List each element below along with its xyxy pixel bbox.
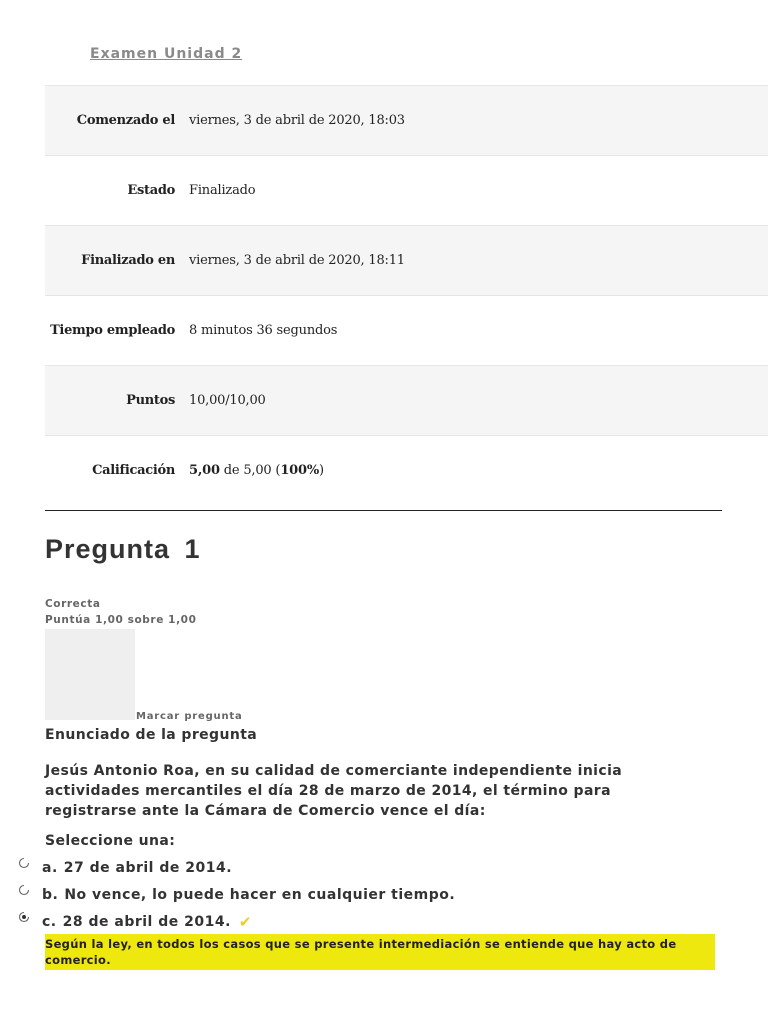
question-text: Jesús Antonio Roa, en su calidad de comerciante independiente inicia actividades mercantiles el día 28 de marzo de 2014, el término para registrarse ante la Cámara de Comercio vence el día: <box>45 763 623 819</box>
summary-row-time-taken <box>45 295 768 365</box>
summary-row-started <box>45 85 768 155</box>
radio-icon[interactable] <box>18 911 30 923</box>
summary-row-grade <box>45 435 768 505</box>
question-points: Puntúa 1,00 sobre 1,00 <box>45 614 197 626</box>
radio-icon[interactable] <box>18 884 30 896</box>
attempt-summary-table <box>45 85 768 505</box>
summary-row-points <box>45 365 768 435</box>
answer-option-a[interactable] <box>18 860 232 876</box>
summary-row-state <box>45 155 768 225</box>
summary-value: 10,00/10,00 <box>189 393 266 408</box>
check-icon: ✔ <box>238 913 252 931</box>
flag-question-link[interactable]: Marcar pregunta <box>136 711 243 722</box>
option-text: No vence, lo puede hacer en cualquier tiempo. <box>64 887 456 903</box>
summary-value: 8 minutos 36 segundos <box>189 323 338 338</box>
summary-label: Puntos <box>126 393 175 408</box>
summary-value: viernes, 3 de abril de 2020, 18:03 <box>189 113 405 128</box>
option-letter: c. <box>42 914 57 930</box>
divider <box>45 510 722 511</box>
answer-option-c[interactable] <box>18 913 252 931</box>
summary-label: Finalizado en <box>81 253 175 268</box>
grade-percent: 100% <box>280 463 320 478</box>
option-text: 28 de abril de 2014. <box>62 914 231 930</box>
question-status: Correcta <box>45 598 101 610</box>
summary-value: Finalizado <box>189 183 256 198</box>
radio-icon[interactable] <box>18 857 30 869</box>
option-letter: a. <box>42 860 58 876</box>
grade-end: ) <box>319 463 324 478</box>
summary-row-finished <box>45 225 768 295</box>
summary-label: Tiempo empleado <box>50 323 175 338</box>
flag-icon[interactable] <box>45 629 135 720</box>
question-heading: Enunciado de la pregunta <box>45 727 258 743</box>
option-text: 27 de abril de 2014. <box>63 860 233 876</box>
select-prompt: Seleccione una: <box>45 833 176 849</box>
quiz-link[interactable]: Examen Unidad 2 <box>90 46 243 62</box>
summary-label: Calificación <box>92 463 175 478</box>
answer-option-b[interactable] <box>18 887 455 903</box>
option-letter: b. <box>42 887 59 903</box>
question-title: Pregunta 1 <box>45 534 201 564</box>
summary-label: Comenzado el <box>76 113 175 128</box>
grade-score: 5,00 <box>189 463 220 478</box>
summary-label: Estado <box>127 183 175 198</box>
grade-middle: de 5,00 ( <box>219 463 281 478</box>
summary-value: viernes, 3 de abril de 2020, 18:11 <box>189 253 405 268</box>
answer-feedback: Según la ley, en todos los casos que se presente intermediación se entiende que hay acto de comercio. <box>45 934 715 970</box>
grade-value <box>189 463 324 478</box>
